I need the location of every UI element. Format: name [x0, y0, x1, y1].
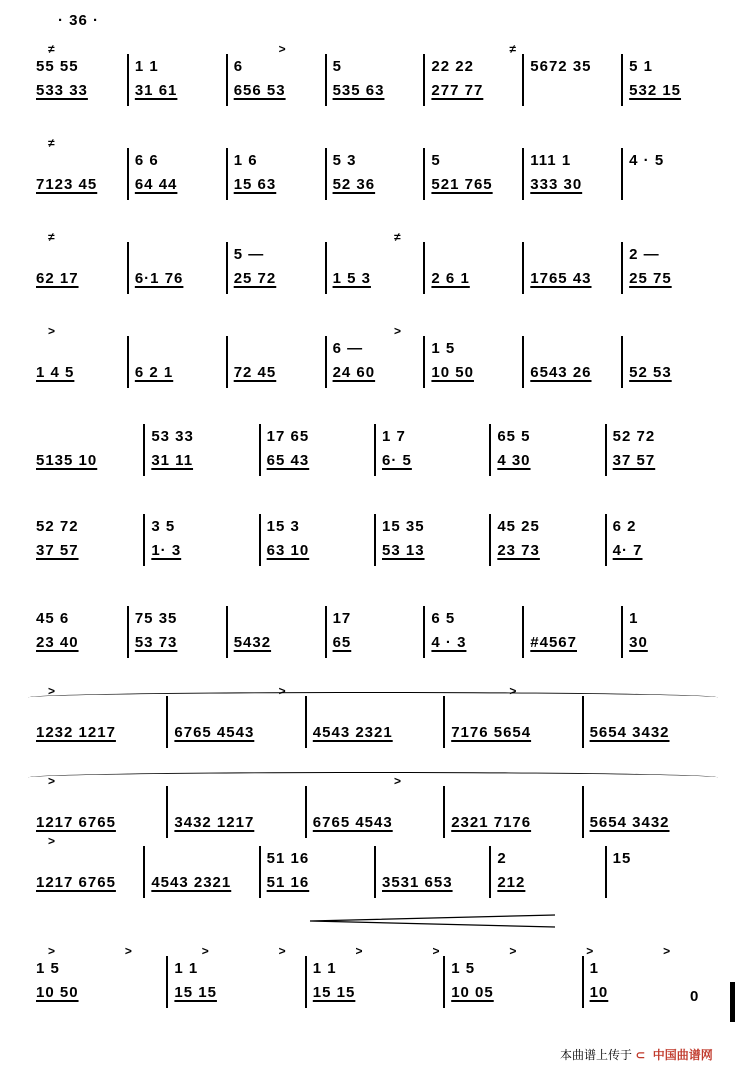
note-group: 75 35	[134, 610, 178, 627]
barline	[443, 696, 445, 748]
score-system	[28, 944, 723, 1008]
barline	[621, 242, 623, 294]
note-group: 65	[332, 634, 352, 651]
barline	[605, 424, 607, 476]
barline	[489, 424, 491, 476]
note-group: 7123 45	[36, 176, 98, 193]
lower-voice	[28, 82, 723, 106]
note-group: 37 57	[612, 452, 656, 469]
note-group: 63 10	[266, 542, 310, 559]
note-group: 1	[589, 960, 599, 977]
barline	[621, 54, 623, 106]
note-group: 2 —	[629, 246, 660, 263]
note-group: 1 5	[451, 960, 476, 977]
barline	[259, 846, 261, 898]
note-group: 62 17	[36, 270, 79, 287]
note-group: 37 57	[36, 542, 79, 559]
articulation-mark: >	[394, 774, 402, 788]
note-group: 6765 4543	[174, 724, 255, 741]
note-group: 3 5	[151, 518, 176, 535]
barline	[305, 786, 307, 838]
articulation-mark: >	[663, 944, 671, 958]
score-system	[28, 136, 723, 200]
note-group: 1 7	[382, 428, 406, 445]
barline	[325, 54, 327, 106]
articulation-mark: >	[278, 684, 286, 698]
barline	[325, 148, 327, 200]
score-system	[28, 610, 723, 658]
hairpin-crescendo	[305, 914, 555, 928]
note-group: 64 44	[134, 176, 178, 193]
note-group: 51 16	[266, 874, 310, 891]
articulation-mark: >	[48, 774, 56, 788]
note-group: 10 05	[451, 984, 494, 1001]
barline	[226, 54, 228, 106]
articulation-mark: >	[278, 944, 286, 958]
note-group: 25 75	[629, 270, 672, 287]
final-rest: 0	[690, 988, 699, 1005]
barline	[582, 786, 584, 838]
note-group: 5135 10	[36, 452, 98, 469]
barline	[305, 956, 307, 1008]
note-group: 2 6 1	[431, 270, 470, 287]
note-group: 65 5	[497, 428, 531, 445]
articulation-mark: >	[586, 944, 594, 958]
articulation-mark: ≠	[394, 230, 401, 244]
note-group: 7176 5654	[451, 724, 532, 741]
articulation-mark: >	[432, 944, 440, 958]
articulation-mark: ≠	[48, 136, 55, 150]
articulation-mark: >	[201, 944, 209, 958]
barline	[143, 424, 145, 476]
note-group: 23 40	[36, 634, 79, 651]
note-group: 65 43	[266, 452, 310, 469]
barline	[423, 242, 425, 294]
note-group: 535 63	[332, 82, 385, 99]
note-group: 6 2 1	[134, 364, 174, 381]
barline	[127, 148, 129, 200]
note-group: 22 22	[431, 58, 474, 75]
barline	[621, 148, 623, 200]
note-group: 6· 5	[382, 452, 412, 469]
note-group: 52 72	[36, 518, 79, 535]
lower-voice	[28, 724, 723, 748]
upper-voice	[28, 700, 723, 724]
barline	[325, 606, 327, 658]
lower-voice	[28, 270, 723, 294]
note-group: 6765 4543	[312, 814, 393, 831]
note-group: 15 15	[312, 984, 356, 1001]
note-group: 53 73	[134, 634, 178, 651]
note-group: 15 3	[266, 518, 300, 535]
note-group: 45 6	[36, 610, 70, 627]
note-group: 51 16	[266, 850, 310, 867]
upper-voice	[28, 790, 723, 814]
note-group: 4· 7	[612, 542, 643, 559]
lower-voice	[28, 364, 723, 388]
articulation-mark: >	[509, 944, 517, 958]
barline	[522, 242, 524, 294]
note-group: 5	[332, 58, 342, 75]
note-group: 1 5	[36, 960, 60, 977]
lower-voice	[28, 814, 723, 838]
barline	[621, 606, 623, 658]
note-group: 52 72	[612, 428, 656, 445]
barline	[374, 424, 376, 476]
barline	[443, 786, 445, 838]
articulation-mark: >	[48, 834, 56, 848]
articulation-mark: >	[509, 684, 517, 698]
note-group: 5 1	[629, 58, 653, 75]
note-group: 10 50	[36, 984, 79, 1001]
note-group: 212	[497, 874, 526, 891]
note-group: 6 5	[431, 610, 456, 627]
barline	[305, 696, 307, 748]
barline	[127, 242, 129, 294]
barline	[127, 606, 129, 658]
note-group: 3432 1217	[174, 814, 255, 831]
barline	[582, 956, 584, 1008]
barline	[127, 336, 129, 388]
barline	[259, 514, 261, 566]
barline	[522, 606, 524, 658]
note-group: 4543 2321	[312, 724, 393, 741]
note-group: 6	[233, 58, 244, 75]
note-group: 53 33	[151, 428, 194, 445]
footer	[560, 1046, 713, 1063]
upper-voice	[28, 246, 723, 270]
barline	[127, 54, 129, 106]
articulation-mark: >	[124, 944, 132, 958]
note-group: 1232 1217	[36, 724, 116, 741]
note-group: 30	[629, 634, 648, 651]
score-system	[28, 518, 723, 566]
barline	[621, 336, 623, 388]
note-group: 1217 6765	[36, 874, 116, 891]
lower-voice	[28, 176, 723, 200]
barline	[325, 242, 327, 294]
barline	[143, 514, 145, 566]
upper-voice	[28, 58, 723, 82]
barline	[226, 606, 228, 658]
articulation-mark: ≠	[48, 42, 55, 56]
note-group: 15 35	[382, 518, 425, 535]
final-barline	[730, 982, 735, 1022]
upper-voice	[28, 610, 723, 634]
lower-voice	[28, 984, 723, 1008]
site-name[interactable]: 中国曲谱网	[652, 1048, 713, 1062]
note-group: 3531 653	[382, 874, 453, 891]
barline	[522, 54, 524, 106]
note-group: 15	[612, 850, 632, 867]
note-group: #4567	[530, 634, 577, 651]
note-group: 10	[589, 984, 609, 1001]
note-group: 6 —	[332, 340, 364, 357]
note-group: 2321 7176	[451, 814, 532, 831]
barline	[423, 148, 425, 200]
note-group: 1217 6765	[36, 814, 116, 831]
note-group: 4 · 5	[629, 152, 665, 169]
articulation-mark: >	[278, 42, 286, 56]
slur	[28, 692, 718, 703]
score-system	[28, 774, 723, 838]
note-group: 25 72	[233, 270, 277, 287]
articulation-mark: ≠	[509, 42, 516, 56]
barline	[522, 336, 524, 388]
score-system	[28, 684, 723, 748]
note-group: 17 65	[266, 428, 310, 445]
note-group: 52 53	[629, 364, 672, 381]
barline	[374, 846, 376, 898]
note-group: 1· 3	[151, 542, 182, 559]
barline	[226, 148, 228, 200]
barline	[325, 336, 327, 388]
upper-voice	[28, 340, 723, 364]
note-group: 52 36	[332, 176, 376, 193]
note-group: 23 73	[497, 542, 540, 559]
barline	[166, 786, 168, 838]
note-group: 1 1	[134, 58, 159, 75]
note-group: 5 —	[233, 246, 265, 263]
note-group: 53 13	[382, 542, 425, 559]
note-group: 5432	[233, 634, 272, 651]
note-group: 1 1	[174, 960, 199, 977]
barline	[443, 956, 445, 1008]
note-group: 6·1 76	[134, 270, 184, 287]
note-group: 111 1	[530, 152, 572, 169]
note-group: 15 63	[233, 176, 277, 193]
barline	[423, 606, 425, 658]
upper-voice	[28, 152, 723, 176]
barline	[374, 514, 376, 566]
note-group: 4 30	[497, 452, 531, 469]
barline	[423, 336, 425, 388]
note-group: 1765 43	[530, 270, 592, 287]
site-logo-icon: ⊂	[635, 1048, 646, 1062]
note-group: 6 2	[612, 518, 637, 535]
note-group: 72 45	[233, 364, 277, 381]
note-group: 1 5	[431, 340, 456, 357]
barline	[166, 956, 168, 1008]
note-group: 2	[497, 850, 507, 867]
note-group: 1 1	[312, 960, 337, 977]
note-group: 45 25	[497, 518, 540, 535]
score-system	[28, 834, 723, 898]
footer-text: 本曲谱上传于	[560, 1048, 633, 1062]
note-group: 55 55	[36, 58, 79, 75]
lower-voice	[28, 634, 723, 658]
score-system	[28, 42, 723, 106]
note-group: 6543 26	[530, 364, 592, 381]
note-group: 5654 3432	[589, 724, 670, 741]
barline	[226, 242, 228, 294]
note-group: 532 15	[629, 82, 682, 99]
note-group: 5 3	[332, 152, 357, 169]
note-group: 31 61	[134, 82, 178, 99]
note-group: 5654 3432	[589, 814, 670, 831]
note-group: 5672 35	[530, 58, 592, 75]
articulation-mark: >	[394, 324, 402, 338]
note-group: 17	[332, 610, 352, 627]
note-group: 1 4 5	[36, 364, 75, 381]
barline	[605, 846, 607, 898]
note-group: 24 60	[332, 364, 376, 381]
note-group: 333 30	[530, 176, 583, 193]
articulation-mark: >	[48, 684, 56, 698]
note-group: 533 33	[36, 82, 88, 99]
score-system	[28, 230, 723, 294]
articulation-mark: ≠	[48, 230, 55, 244]
barline	[605, 514, 607, 566]
articulation-mark: >	[48, 944, 56, 958]
articulation-mark: >	[48, 324, 56, 338]
score-system	[28, 428, 723, 476]
score-system	[28, 324, 723, 388]
upper-voice	[28, 960, 723, 984]
note-group: 1 6	[233, 152, 258, 169]
articulation-mark: >	[355, 944, 363, 958]
note-group: 31 11	[151, 452, 194, 469]
note-group: 1 5 3	[332, 270, 371, 287]
note-group: 656 53	[233, 82, 286, 99]
page-number: · 36 ·	[58, 12, 100, 29]
barline	[166, 696, 168, 748]
barline	[143, 846, 145, 898]
barline	[489, 514, 491, 566]
barline	[522, 148, 524, 200]
barline	[582, 696, 584, 748]
note-group: 15 15	[174, 984, 217, 1001]
barline	[259, 424, 261, 476]
note-group: 1	[629, 610, 639, 627]
note-group: 277 77	[431, 82, 484, 99]
slur	[28, 772, 718, 783]
barline	[226, 336, 228, 388]
note-group: 521 765	[431, 176, 493, 193]
note-group: 4 · 3	[431, 634, 467, 651]
note-group: 6 6	[134, 152, 159, 169]
note-group: 4543 2321	[151, 874, 232, 891]
note-group: 10 50	[431, 364, 474, 381]
note-group: 5	[431, 152, 441, 169]
barline	[489, 846, 491, 898]
barline	[423, 54, 425, 106]
